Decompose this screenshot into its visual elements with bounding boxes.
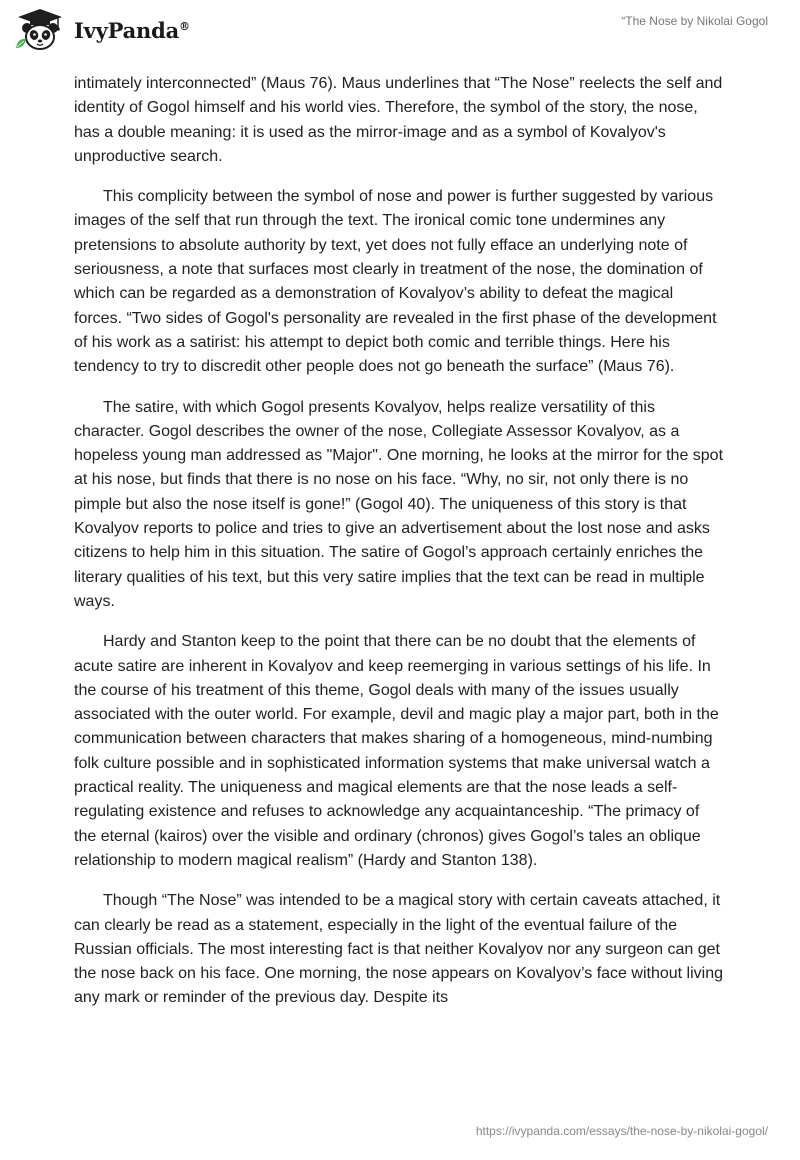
source-url[interactable]: https://ivypanda.com/essays/the-nose-by-nikolai-gogol/ (475, 1124, 768, 1138)
paragraph: The satire, with which Gogol presents Kovalyov, helps realize versatility of this character. Gogol describes the owner of the nose, Collegiate Assessor Kovalyov, as a hopeless young man addressed as "Major". One morning, he looks at the mirror for the spot at his nose, but finds that there is no nose on his face. “Why, no sir, not only there is no pimple but also the nose itself is gone!” (Gogol 40). The uniqueness of this story is that Kovalyov reports to police and tries to give an advertisement about the lost nose and asks citizens to help him in this situation. The satire of Gogol’s approach certainly enriches the literary qualities of his text, but this very satire implies that the text can be read in multiple ways. (74, 398, 724, 610)
brand-name (74, 18, 190, 43)
paragraph: Hardy and Stanton keep to the point that there can be no doubt that the elements of acute satire are inherent in Kovalyov and keep reemerging in various settings of his life. In the course of his treatment of this theme, Gogol deals with many of the issues usually associated with the outer world. For example, devil and magic play a major part, both in the communication between characters that makes sharing of a homogeneous, mind-numbing folk culture possible and in sophisticated information systems that make universal watch a practical reality. The uniqueness and magical elements are that the nose leads a self-regulating existence and refuses to acknowledge any acquaintanceship. “The primacy of the eternal (kairos) over the visible and ordinary (chronos) gives Gogol’s tales an oblique relationship to modern magical realism” (Hardy and Stanton 138). (74, 633, 719, 869)
running-title: “The Nose by Nikolai Gogol (621, 14, 768, 28)
paragraph: intimately interconnected” (Maus 76). Maus underlines that “The Nose” reelects the self and identity of Gogol himself and his world vies. Therefore, the symbol of the story, the nose, has a double meaning: it is used as the mirror-image and as a symbol of Kovalyov's unproductive search. (74, 75, 723, 165)
paragraph: This complicity between the symbol of nose and power is further suggested by various images of the self that run through the text. The ironical comic tone undermines any pretensions to absolute authority by text, yet does not fully efface an underlying note of seriousness, a note that surfaces most clearly in treatment of the nose, the domination of which can be regarded as a demonstration of Kovalyov’s ability to defeat the magical forces. “Two sides of Gogol's personality are revealed in the first phase of the development of his work as a satirist: his attempt to depict both comic and terrible things. Here his tendency to try to discredit other people does not go beneath the surface” (Maus 76). (74, 188, 717, 376)
brand-text: IvyPanda (74, 17, 180, 43)
registered-mark: ® (179, 19, 190, 33)
essay-body (74, 72, 724, 1027)
panda-graduate-icon (14, 8, 66, 52)
ivypanda-logo[interactable] (14, 8, 190, 52)
paragraph: Though “The Nose” was intended to be a magical story with certain caveats attached, it can clearly be read as a statement, especially in the light of the eventual failure of the Russian officials. The most interesting fact is that neither Kovalyov nor any surgeon can get the nose back on his face. One morning, the nose appears on Kovalyov’s face without living any mark or reminder of the previous day. Despite its (74, 892, 723, 1007)
page-header (0, 0, 800, 60)
